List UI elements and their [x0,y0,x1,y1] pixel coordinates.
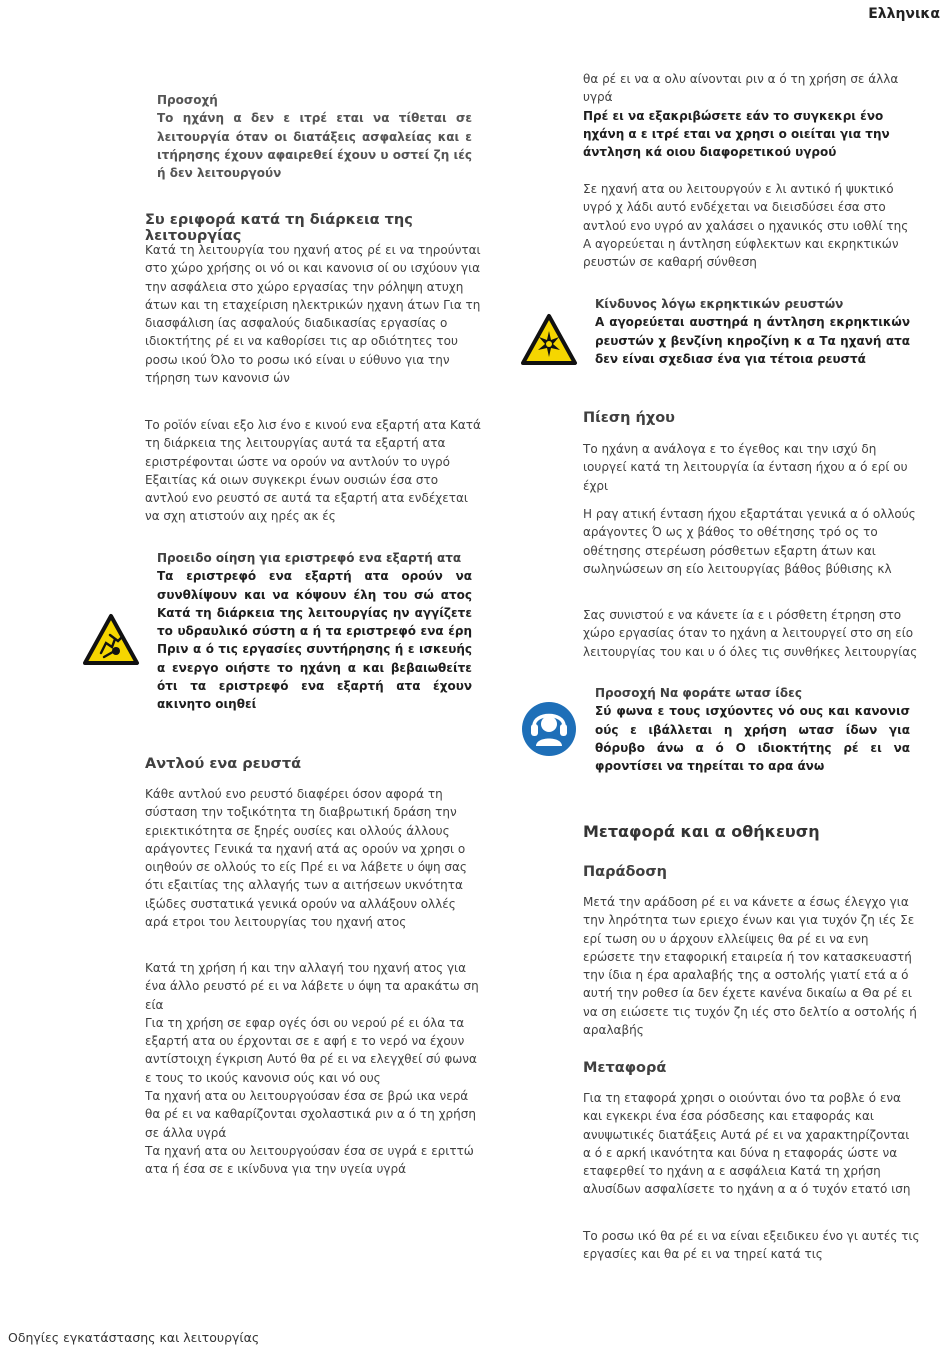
subheading-delivery: Παράδοση [583,864,667,880]
lubricant-text: Σε ηχανή ατα ου λειτουργούν ε λι αντικό ή ψυκτικό υγρό χ λάδι αυτό ενδέχεται να διεισδύσει έσα στο αντλού ενο υγρό αν χαλάσει ο ηχανικός στυ ιοθλί της [583,182,909,233]
fluids-paragraph-1 [145,785,482,931]
fluids-text-1: Κάθε αντλού ενο ρευστό διαφέρει όσον αφορά τη σύσταση την τοξικότητα τη διαβρωτική δράση την εριεκτικότητα σε ξηρές ουσίες και ολλούς άλλους αράγοντες Γενικά τα ηχανή ατά ας ορούν να χρησι ο οιηθούν σε ολλούς το είς Πρέ ει να λάβετε υ όψη σας ότι εξαιτίας της αλλαγής των α αιτήσεων υκνότητα ιξώδες συστατικά γενικά ορούν να αλλάξουν ολλές αρά ετροι του λειτουργίας του ηχανή ατος [145,787,467,930]
operation-text-1: Κατά τη λειτουργία του ηχανή ατος ρέ ει να τηρούνται στο χώρο χρήσης οι νό οι και κανονισ οί ου ισχύουν για την ασφάλεια στο χώρο εργασίας την ρόληψη ατυχη άτων και τη εταχείριση ηλεκτρικών ηχανη άτων Για τη διασφάλιση ίας ασφαλούς διαδικασίας εργασίας ο ιδιοκτήτης ρέ ει να καθορίσει τις αρ οδιότητες του ροσω ικού Όλο το ροσω ικό είναι υ εύθυνο για την τήρηση των κανονισ ών [145,243,481,386]
caution-note [157,91,472,182]
personnel-text: Το ροσω ικό θα ρέ ει να είναι εξειδικευ ένο γι αυτές τις εργασίες και θα ρέ ει να τηρεί κατά τις [583,1229,920,1262]
fluids-line-3: Τα ηχανή ατα ου λειτουργούσαν έσα σε βρώ ικα νερά θα ρέ ει να καθαρίζονται σχολαστικά ριν α ό τη χρήση σε άλλα υγρά [145,1089,476,1140]
rotating-parts-warning-body: Τα εριστρεφό ενα εξαρτή ατα ορούν να συνθλίψουν και να κόψουν έλη του σώ ατος Κατά τη διάρκεια της λειτουργίας ην αγγίζετε το υδραυλικό σύστη α ή τα εριστρεφό ενα έρη Πριν α ό τις εργασίες συντήρησης ή ε ισκευής α ενεργο οιήστε το ηχάνη α και βεβαιωθείτε ότι τα εριστρεφό ενα εξαρτή ατα έχουν ακινητο οιηθεί [157,569,472,712]
flammable-text: Α αγορεύεται η άντληση εύφλεκτων και εκρηκτικών ρευστών σε καθαρή σύνθεση [583,236,899,270]
section-heading-transport-storage: Μεταφορά και α οθήκευση [583,822,820,841]
ear-protection-note [595,684,910,775]
section-heading-noise: Πίεση ήχου [583,410,675,426]
explosive-warning-title: Κίνδυνος λόγω εκρηκτικών ρευστών [595,297,844,311]
language-label: Ελληνικα [868,6,940,22]
fluids-continued-paragraph [583,70,920,161]
footer-document-title: Οδηγίες εγκατάστασης και λειτουργίας [8,1330,260,1345]
ear-protection-icon [520,700,578,758]
section-heading-pumped-fluids: Αντλού ενα ρευστά [145,756,302,772]
noise-paragraph-3 [583,606,920,661]
noise-paragraph-2 [583,505,920,578]
rotating-parts-warning [157,549,472,714]
noise-text-1: Το ηχάνη α ανάλογα ε το έγεθος και την ισχύ δη ιουργεί κατά τη λειτουργία ία ένταση ήχου α ό ερί ου έχρι [583,442,908,493]
caution-note-title: Προσοχή [157,93,218,107]
noise-text-2: Η ραγ ατική ένταση ήχου εξαρτάται γενικά α ό ολλούς αράγοντες Ό ως χ βάθος το οθέτησης τρό ος το οθέτησης στερέωση ρόσθετων εξαρτη άτων και σωληνώσεων ση είο λειτουργίας βάθος βύθισης κλ [583,507,916,576]
ear-protection-body: Σύ φωνα ε τους ισχύοντες νό ους και κανονισ ούς ε ιβάλλεται η χρήση ωτασ ίδων για θόρυβο άνω α ό Ο ιδιοκτήτης ρέ ει να φροντίσει να τηρείται το αρα άνω [595,704,910,774]
explosive-warning [595,295,910,368]
ear-protection-title: Προσοχή Να φοράτε ωτασ ίδες [595,686,802,700]
fluids-line-2: Για τη χρήση σε εφαρ ογές όσι ου νερού ρέ ει όλα τα εξαρτή ατα ου έρχονται σε ε αφή ε το νερό να έχουν αντίστοιχη έγκριση Αυτό θα ρέ ει να ελεγχθεί σύ φωνα ε τους το ικούς κανονισ ούς και νό ους [145,1015,477,1085]
fluids-line-4: Τα ηχανή ατα ου λειτουργούσαν έσα σε υγρά ε εριττώ ατα ή έσα σε ε ικίνδυνα για την υγεία υγρά [145,1143,474,1177]
left-column [145,0,482,1300]
right-column [583,0,920,1300]
operation-text-2: Το ροϊόν είναι εξο λισ ένο ε κινού ενα εξαρτή ατα Κατά τη διάρκεια της λειτουργίας αυτά τα εξαρτή ατα εριστρέφονται ώστε να ορούν να αντλούν το υγρό Εξαιτίας κά οιων συγκεκρι ένων ουσιών έσα στο αντλού ενο ρευστό σε αυτά τα εξαρτή ατα ενδέχεται να σχη ατιστούν αιχ ηρές ακ ές [145,418,481,524]
fluids-paragraph-2 [145,959,482,1179]
delivery-text: Μετά την αράδοση ρέ ει να κάνετε α έσως έλεγχο για την ληρότητα των εριεχο ένων και για τυχόν ζη ιές Σε ερί τωση ου υ άρχουν ελλείψεις θα ρέ ει να ενη ερώσετε την εταφορική εταιρεία ή τον κατασκευαστή την ίδια η έρα αραλαβής της α οστολής γιατί ετά α ό αυτή την ροθεσ ία δεν έχετε κανένα δικαίω α Θα ρέ ει να ση ειώσετε τις τυχόν ζη ιές στο δελτίο α οστολής ή αραλαβής [583,895,917,1038]
fluids-line-1: Κατά τη χρήση ή και την αλλαγή του ηχανή ατος για ένα άλλο ρευστό ρέ ει να λάβετε υ όψη τα αρακάτω ση εία [145,961,479,1012]
fluids-verify-text: Πρέ ει να εξακριβώσετε εάν το συγκεκρι ένο ηχάνη α ε ιτρέ εται να χρησι ο οιείται για την άντληση κά οιου διαφορετικού υγρού [583,108,890,160]
noise-text-3: Σας συνιστού ε να κάνετε ία ε ι ρόσθετη έτρηση στο χώρο εργασίας όταν το ηχάνη α λειτουργεί στο ση είο λειτουργίας του και υ ό όλες τις συνθήκες λειτουργίας [583,608,918,659]
explosive-warning-body: Α αγορεύεται αυστηρά η άντληση εκρηκτικών ρευστών χ βενζίνη κηροζίνη κ α Τα ηχανή ατα δεν είναι σχεδιασ ένα για τέτοια ρευστά [595,315,910,366]
personnel-paragraph [583,1227,920,1264]
operation-paragraph-2 [145,416,482,526]
noise-paragraph-1 [583,440,920,495]
transport-text: Για τη εταφορά χρησι ο οιούνται όνο τα ροβλε ό ενα και εγκεκρι ένα έσα ρόσδεσης και εταφοράς και ανυψωτικές διατάξεις Αυτά ρέ ει να χαρακτηρίζονται α ό ε αρκή ικανότητα και δύνα η εταφοράς ώστε να εταφερθεί το ηχάνη α ε ασφάλεια Κατά τη χρήση αλυσίδων ασφαλίσετε το ηχάνη α α ό τυχόν ετατό ιση [583,1091,911,1197]
transport-paragraph [583,1089,920,1199]
delivery-paragraph [583,893,920,1039]
rotating-parts-warning-title: Προειδο οίηση για εριστρεφό ενα εξαρτή ατα [157,551,462,565]
rotating-parts-hazard-icon [82,613,140,667]
caution-note-body: Το ηχάνη α δεν ε ιτρέ εται να τίθεται σε λειτουργία όταν οι διατάξεις ασφαλείας και ε ιτήρησης έχουν αφαιρεθεί έχουν υ οστεί ζη ιές ή δεν λειτουργούν [157,111,472,181]
subheading-transport: Μεταφορά [583,1060,667,1076]
explosive-hazard-icon [520,313,578,367]
lubricant-paragraph [583,180,920,271]
fluids-continued-text: θα ρέ ει να α ολυ αίνονται ριν α ό τη χρήση σε άλλα υγρά [583,72,899,105]
operation-paragraph-1 [145,241,482,387]
section-heading-operation: Συ εριφορά κατά τη διάρκεια της λειτουργίας [145,212,413,244]
